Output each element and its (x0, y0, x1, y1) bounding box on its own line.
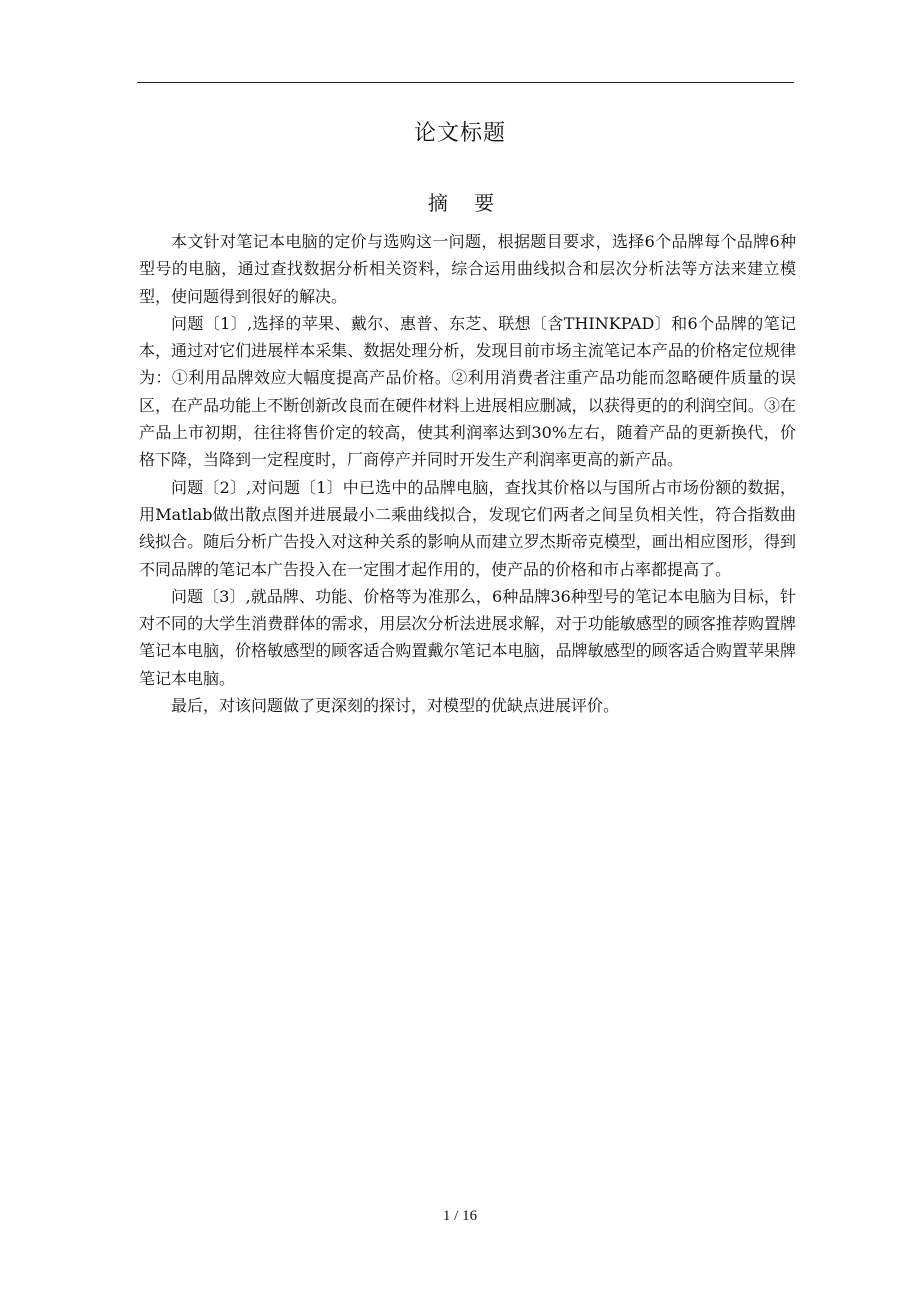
abstract-paragraph-problem-3: 问题〔3〕,就品牌、功能、价格等为准那么，6种品牌36种型号的笔记本电脑为目标，针对不同的大学生消费群体的需求，用层次分析法进展求解，对于功能敏感型的顾客推荐购置牌笔记本电脑，价格敏感型的顾客适合购置戴尔笔记本电脑，品牌敏感型的顾客适合购置苹果牌笔记本电脑。 (139, 586, 796, 688)
paper-title: 论文标题 (413, 121, 506, 146)
abstract-paragraph-intro: 本文针对笔记本电脑的定价与选购这一问题，根据题目要求，选择6个品牌每个品牌6种型号的电脑，通过查找数据分析相关资料，综合运用曲线拟合和层次分析法等方法来建立模型，使问题得到很好的解决。 (139, 232, 796, 306)
abstract-paragraph-problem-2: 问题〔2〕,对问题〔1〕中已选中的品牌电脑，查找其价格以与国所占市场份额的数据，用Matlab做出散点图并进展最小二乘曲线拟合，发现它们两者之间呈负相关性，符合指数曲线拟合。随后分析广告投入对这种关系的影响从而建立罗杰斯帝克模型，画出相应图形，得到不同品牌的笔记本广告投入在一定围才起作用的，使产品的价格和市占率都提高了。 (139, 477, 796, 579)
abstract-body (139, 228, 796, 719)
page-number: 1 / 16 (442, 1208, 478, 1224)
abstract-paragraph-conclusion: 最后，对该问题做了更深刻的探讨，对模型的优缺点进展评价。 (171, 696, 620, 716)
abstract-paragraph-problem-1: 问题〔1〕,选择的苹果、戴尔、惠普、东芝、联想〔含THINKPAD〕和6个品牌的笔记本，通过对它们进展样本采集、数据处理分析，发现目前市场主流笔记本产品的价格定位规律为：①利用品牌效应大幅度提高产品价格。②利用消费者注重产品功能而忽略硬件质量的误区，在产品功能上不断创新改良而在硬件材料上进展相应删减，以获得更的的利润空间。③在产品上市初期，往往将售价定的较高，使其利润率达到30%左右，随着产品的更新换代，价格下降，当降到一定程度时，厂商停产并同时开发生产利润率更高的新产品。 (139, 313, 796, 470)
header-rule (137, 82, 794, 83)
abstract-heading: 摘 要 (427, 191, 505, 215)
